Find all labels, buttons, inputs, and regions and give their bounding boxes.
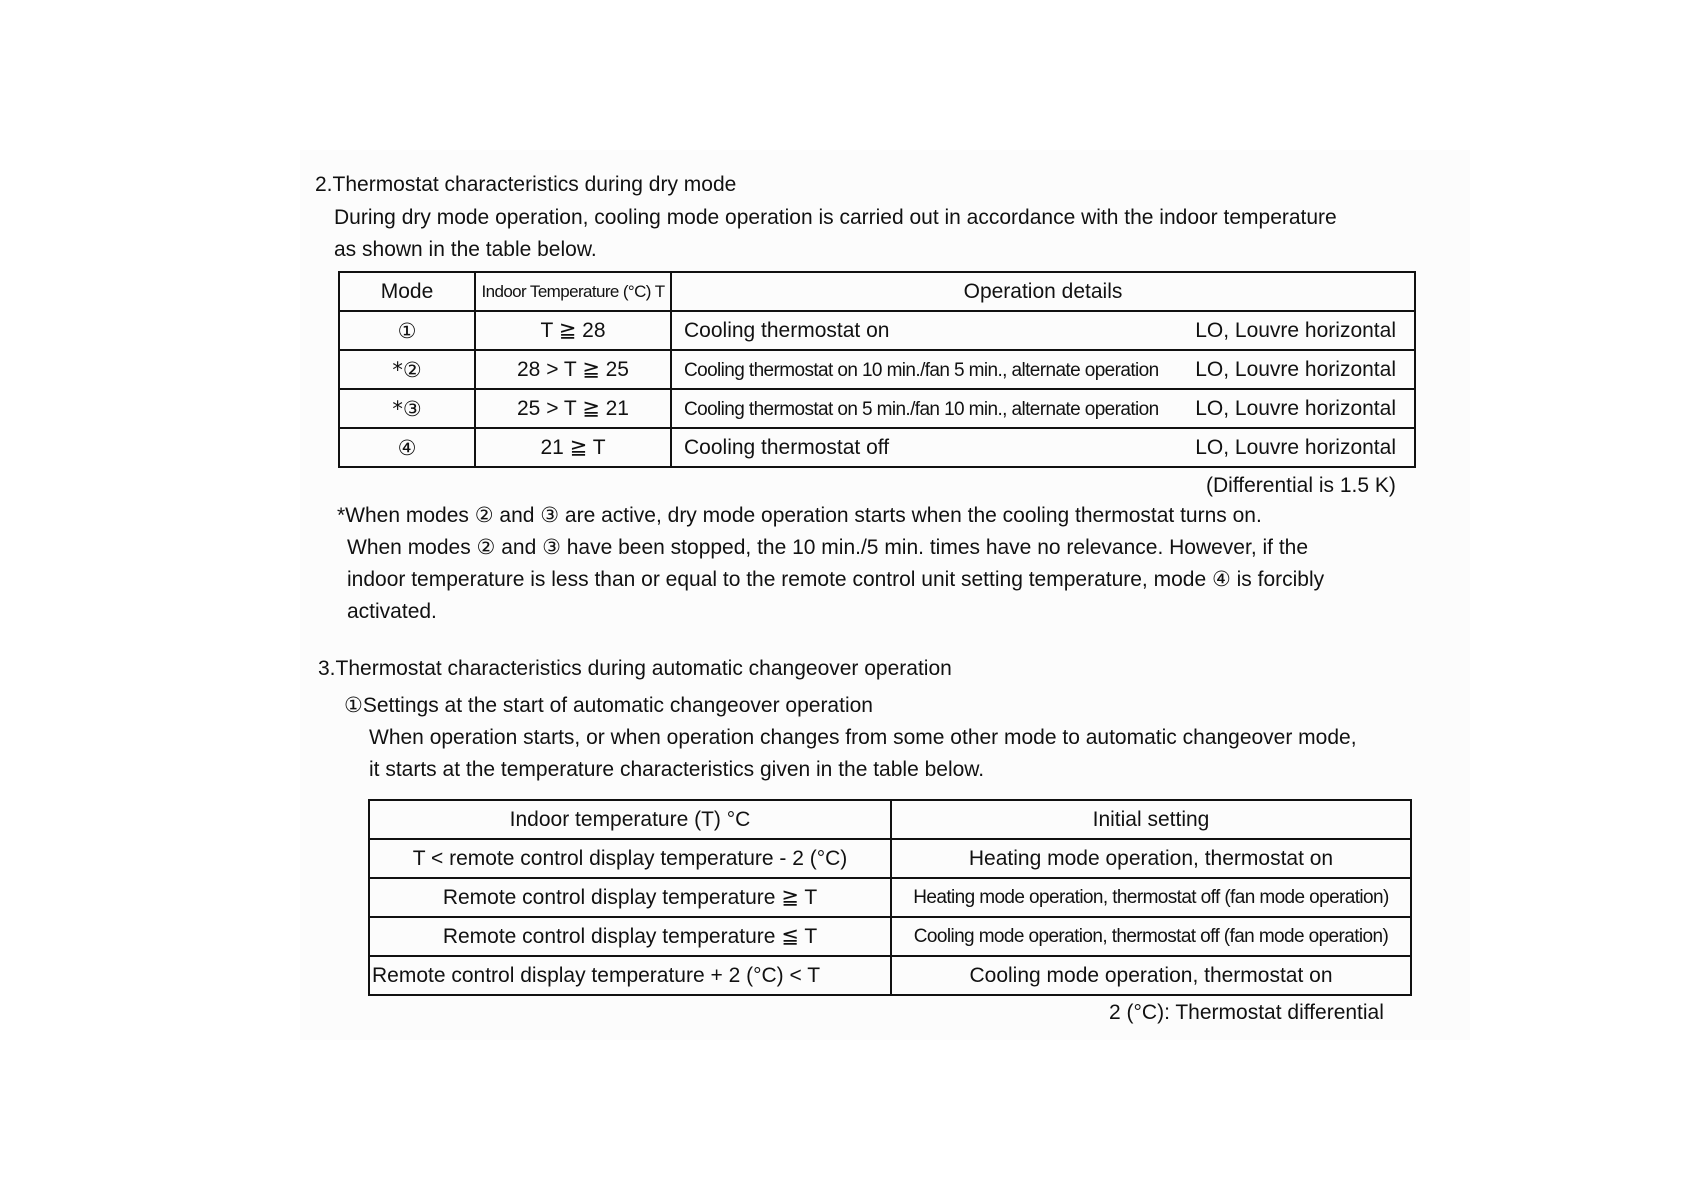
note-line-1: *When modes ② and ③ are active, dry mode operation starts when the cooling thermostat turns on. — [337, 504, 1262, 527]
header-operation-details: Operation details — [671, 272, 1415, 311]
table-row — [369, 956, 1411, 995]
section-2-intro-line-1: During dry mode operation, cooling mode operation is carried out in accordance with the indoor temperature — [334, 206, 1337, 229]
note-line-3: indoor temperature is less than or equal to the remote control unit setting temperature, mode ④ is forcibly — [347, 568, 1325, 591]
section-2-heading: 2.Thermostat characteristics during dry mode — [315, 173, 737, 196]
temperature-condition-cell: Remote control display temperature ≦ T — [369, 917, 891, 956]
temperature-condition-cell: Remote control display temperature ≧ T — [369, 878, 891, 917]
table-row — [369, 878, 1411, 917]
table-header-row — [339, 272, 1415, 311]
temperature-cell: 25 > T ≧ 21 — [475, 389, 671, 428]
operation-cell — [671, 389, 1415, 428]
header-initial-setting: Initial setting — [891, 800, 1411, 839]
initial-setting-cell: Heating mode operation, thermostat on — [891, 839, 1411, 878]
mode-cell: ① — [339, 311, 475, 350]
table-row — [369, 917, 1411, 956]
fan-louvre-setting: LO, Louvre horizontal — [1195, 435, 1396, 459]
fan-louvre-setting: LO, Louvre horizontal — [1195, 357, 1396, 381]
operation-details: Cooling thermostat on 10 min./fan 5 min., alternate operation — [684, 359, 1159, 381]
fan-louvre-setting: LO, Louvre horizontal — [1195, 396, 1396, 420]
initial-setting-cell: Cooling mode operation, thermostat off (fan mode operation) — [891, 917, 1411, 956]
temperature-cell: T ≧ 28 — [475, 311, 671, 350]
operation-cell — [671, 311, 1415, 350]
mode-cell: ④ — [339, 428, 475, 467]
section-3-subheading: ①Settings at the start of automatic changeover operation — [344, 694, 873, 717]
operation-cell — [671, 428, 1415, 467]
operation-details: Cooling thermostat on 5 min./fan 10 min., alternate operation — [684, 398, 1159, 420]
thermostat-differential-footnote: 2 (°C): Thermostat differential — [1109, 1001, 1384, 1024]
operation-cell — [671, 350, 1415, 389]
header-mode: Mode — [339, 272, 475, 311]
dry-mode-table — [338, 271, 1416, 468]
temperature-condition-cell: T < remote control display temperature - 2 (°C) — [369, 839, 891, 878]
note-line-4: activated. — [347, 600, 437, 623]
table-header-row — [369, 800, 1411, 839]
section-2-intro-line-2: as shown in the table below. — [334, 238, 597, 261]
note-line-2: When modes ② and ③ have been stopped, the 10 min./5 min. times have no relevance. However, if the — [347, 536, 1309, 559]
initial-setting-cell: Cooling mode operation, thermostat on — [891, 956, 1411, 995]
temperature-cell: 21 ≧ T — [475, 428, 671, 467]
initial-setting-cell: Heating mode operation, thermostat off (fan mode operation) — [891, 878, 1411, 917]
mode-cell: *③ — [339, 389, 475, 428]
table-row — [339, 311, 1415, 350]
header-indoor-temperature: Indoor temperature (T) °C — [369, 800, 891, 839]
operation-details: Cooling thermostat on — [684, 318, 890, 342]
section-3-heading: 3.Thermostat characteristics during automatic changeover operation — [318, 657, 952, 680]
table-row — [369, 839, 1411, 878]
table-row — [339, 350, 1415, 389]
section-3-intro-line-2: it starts at the temperature characteristics given in the table below. — [369, 758, 985, 781]
section-3-intro-line-1: When operation starts, or when operation changes from some other mode to automatic changeover mode, — [369, 726, 1357, 749]
differential-note: (Differential is 1.5 K) — [1206, 474, 1396, 497]
fan-louvre-setting: LO, Louvre horizontal — [1195, 318, 1396, 342]
temperature-cell: 28 > T ≧ 25 — [475, 350, 671, 389]
operation-details: Cooling thermostat off — [684, 435, 890, 459]
auto-changeover-table — [368, 799, 1412, 996]
temperature-condition-cell: Remote control display temperature + 2 (°C) < T — [369, 956, 891, 995]
mode-cell: *② — [339, 350, 475, 389]
header-indoor-temperature: Indoor Temperature (°C) T — [475, 272, 671, 311]
table-row — [339, 389, 1415, 428]
table-row — [339, 428, 1415, 467]
